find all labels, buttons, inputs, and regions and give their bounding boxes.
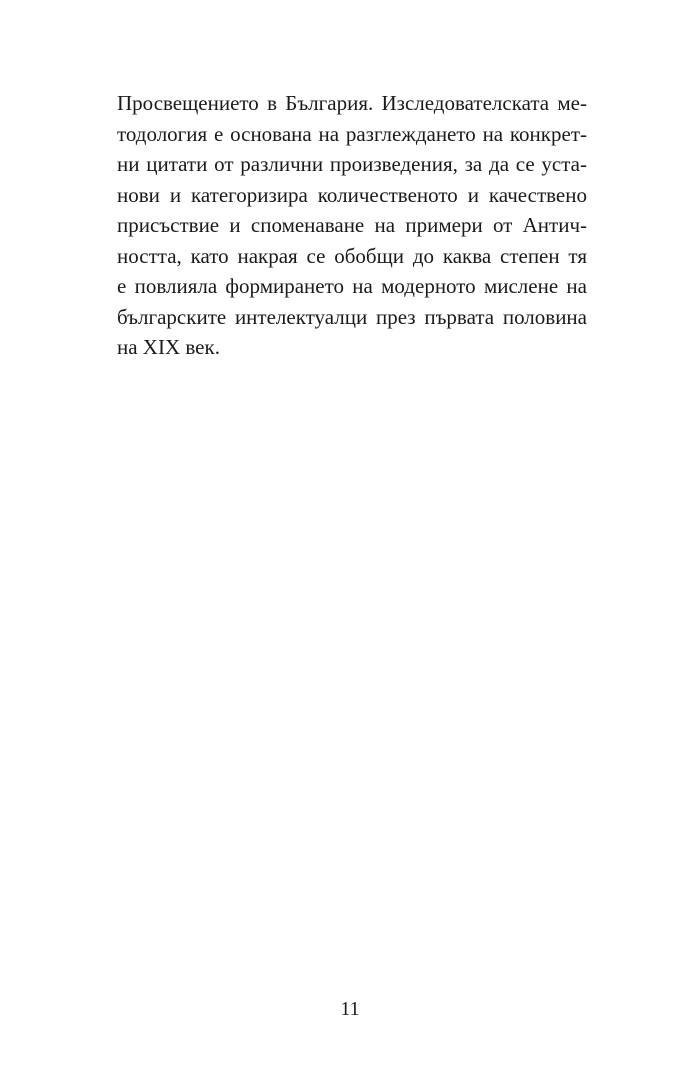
paragraph-line: присъствие и споменаване на примери от Антич- (117, 213, 587, 237)
paragraph-line: на XIX век. (117, 335, 220, 359)
body-paragraph (117, 88, 587, 363)
page-number: 11 (340, 998, 360, 1020)
paragraph-line: е повлияла формирането на модерното мислене на (117, 274, 587, 298)
paragraph-line: Просвещението в България. Изследователската ме- (117, 91, 587, 115)
paragraph-line: българските интелектуалци през първата половина (117, 304, 587, 329)
paragraph-line: ността, като накрая се обобщи до каква степен тя (117, 243, 587, 268)
paragraph-line: ни цитати от различни произведения, за да се уста- (117, 152, 587, 176)
paragraph-line: нови и категоризира количественото и качествено (117, 182, 587, 207)
paragraph-line: тодология е основана на разглеждането на конкрет- (117, 121, 587, 146)
